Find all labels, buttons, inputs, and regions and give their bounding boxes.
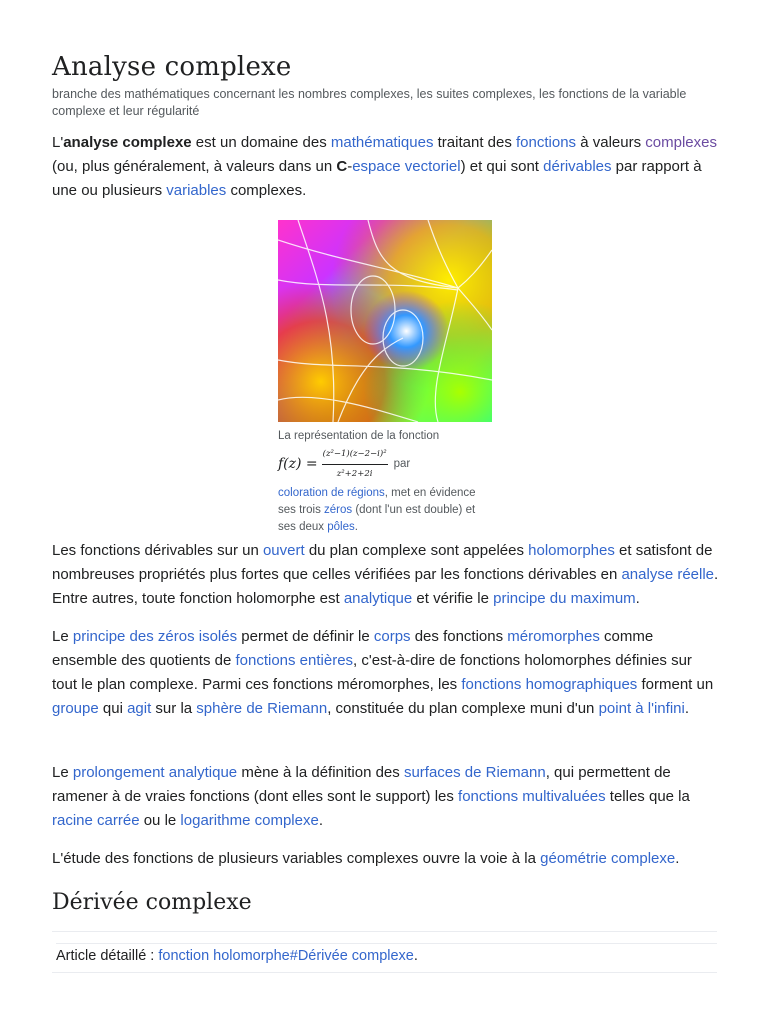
- link-poles[interactable]: pôles: [327, 521, 355, 533]
- text: , qui permettent de ramener à de vraies fonctions (dont elles sont le support) les: [52, 764, 671, 805]
- formula-lhs: f(z) =: [278, 456, 318, 472]
- text: -: [347, 158, 353, 175]
- text: et satisfont de nombreuses propriétés plus fortes que celles vérifiées par les fonctions dérivables en: [52, 542, 713, 583]
- text: .: [635, 590, 640, 607]
- figure-caption: [278, 428, 492, 536]
- link-logarithme-complexe[interactable]: logarithme complexe: [180, 812, 319, 829]
- text: forment un: [637, 676, 714, 693]
- caption-text: , met en évidence ses trois: [278, 487, 476, 516]
- text: est un domaine des: [191, 134, 331, 151]
- link-mathematiques[interactable]: mathématiques: [330, 134, 434, 151]
- link-point-infini[interactable]: point à l'infini: [598, 700, 685, 717]
- text: des fonctions: [410, 628, 508, 645]
- text: et vérifie le: [412, 590, 494, 607]
- link-surfaces-riemann[interactable]: surfaces de Riemann: [403, 764, 546, 781]
- link-meromorphes[interactable]: méromorphes: [507, 628, 600, 645]
- link-variables[interactable]: variables: [166, 182, 227, 199]
- hatnote-text: [56, 943, 717, 968]
- link-espace-vectoriel[interactable]: espace vectoriel: [352, 158, 461, 175]
- text: .: [318, 812, 323, 829]
- link-derivables[interactable]: dérivables: [543, 158, 612, 175]
- text: complexes.: [226, 182, 307, 199]
- paragraph-holomorphes: [52, 539, 720, 611]
- text: Le: [52, 764, 73, 781]
- link-fonctions-multivaluees[interactable]: fonctions multivaluées: [458, 788, 606, 805]
- link-principe-maximum[interactable]: principe du maximum: [493, 590, 636, 607]
- text: du plan complexe sont appelées: [304, 542, 529, 559]
- text: permet de définir le: [237, 628, 374, 645]
- caption-text: (dont l'un est double) et ses deux: [278, 504, 476, 533]
- text: traitant des: [433, 134, 517, 151]
- link-groupe[interactable]: groupe: [52, 700, 99, 717]
- text: telles que la: [605, 788, 690, 805]
- text: , constituée du plan complexe muni d'un: [327, 700, 599, 717]
- link-holomorphes[interactable]: holomorphes: [528, 542, 615, 559]
- caption-text: La représentation de la fonction: [278, 430, 440, 442]
- formula: [278, 446, 492, 483]
- domain-coloring-image[interactable]: [278, 220, 492, 422]
- link-agit[interactable]: agit: [127, 700, 152, 717]
- section-heading-derivee-complexe: Dérivée complexe: [52, 890, 252, 915]
- figure: [278, 220, 492, 536]
- text: . Entre autres, toute fonction holomorphe est: [52, 566, 719, 607]
- link-principe-zeros-isoles[interactable]: principe des zéros isolés: [72, 628, 238, 645]
- text: .: [684, 700, 689, 717]
- link-corps[interactable]: corps: [373, 628, 411, 645]
- link-zeros[interactable]: zéros: [324, 504, 353, 516]
- link-fonctions-homographiques[interactable]: fonctions homographiques: [461, 676, 638, 693]
- page-subtitle: branche des mathématiques concernant les nombres complexes, les suites complexes, les fonctions de la variable complexe et leur régularité: [52, 87, 687, 118]
- text: par rapport à une ou plusieurs: [52, 158, 702, 199]
- hatnote-label: Article détaillé :: [56, 948, 159, 964]
- text: ou le: [139, 812, 181, 829]
- link-geometrie-complexe[interactable]: géométrie complexe: [540, 850, 676, 867]
- link-prolongement-analytique[interactable]: prolongement analytique: [72, 764, 238, 781]
- text: L': [52, 134, 64, 151]
- text: Les fonctions dérivables sur un: [52, 542, 263, 559]
- text: comme ensemble des quotients de: [52, 628, 654, 669]
- link-fonctions-entieres[interactable]: fonctions entières: [235, 652, 354, 669]
- text: sur la: [151, 700, 197, 717]
- caption-text: par: [393, 458, 411, 470]
- formula-denominator: z²+2+2i: [336, 469, 373, 479]
- bold-term: analyse complexe: [63, 134, 192, 151]
- link-coloration-regions[interactable]: coloration de régions: [278, 487, 385, 499]
- caption-body: [278, 485, 492, 536]
- text: , c'est-à-dire de fonctions holomorphes définies sur tout le plan complexe. Parmi ces fonctions méromorphes, les: [52, 652, 692, 693]
- link-fonction-holomorphe-derivee[interactable]: fonction holomorphe#Dérivée complexe: [158, 948, 414, 964]
- link-racine-carree[interactable]: racine carrée: [52, 812, 140, 829]
- text: .: [413, 948, 418, 964]
- text: ) et qui sont: [460, 158, 544, 175]
- text: qui: [98, 700, 128, 717]
- paragraph-plusieurs-variables: [52, 847, 720, 871]
- text: mène à la définition des: [237, 764, 404, 781]
- text: L'étude des fonctions de plusieurs variables complexes ouvre la voie à la: [52, 850, 541, 867]
- hatnote: [52, 931, 717, 973]
- page-title: Analyse complexe: [52, 52, 292, 82]
- paragraph-prolongement: [52, 761, 720, 833]
- link-fonctions[interactable]: fonctions: [516, 134, 577, 151]
- text: (ou, plus généralement, à valeurs dans un: [52, 158, 337, 175]
- formula-fraction: [322, 446, 388, 483]
- link-ouvert[interactable]: ouvert: [262, 542, 305, 559]
- caption-text: .: [354, 521, 358, 533]
- link-sphere-riemann[interactable]: sphère de Riemann: [196, 700, 328, 717]
- text: .: [675, 850, 680, 867]
- bold-c: C: [336, 158, 348, 175]
- link-complexes[interactable]: complexes: [645, 134, 717, 151]
- text: Le: [52, 628, 73, 645]
- text: à valeurs: [576, 134, 646, 151]
- paragraph-meromorphes: [52, 625, 720, 721]
- intro-paragraph: [52, 131, 720, 203]
- link-analyse-reelle[interactable]: analyse réelle: [621, 566, 715, 583]
- formula-numerator: (z²−1)(z−2−i)²: [322, 446, 388, 465]
- link-analytique[interactable]: analytique: [343, 590, 413, 607]
